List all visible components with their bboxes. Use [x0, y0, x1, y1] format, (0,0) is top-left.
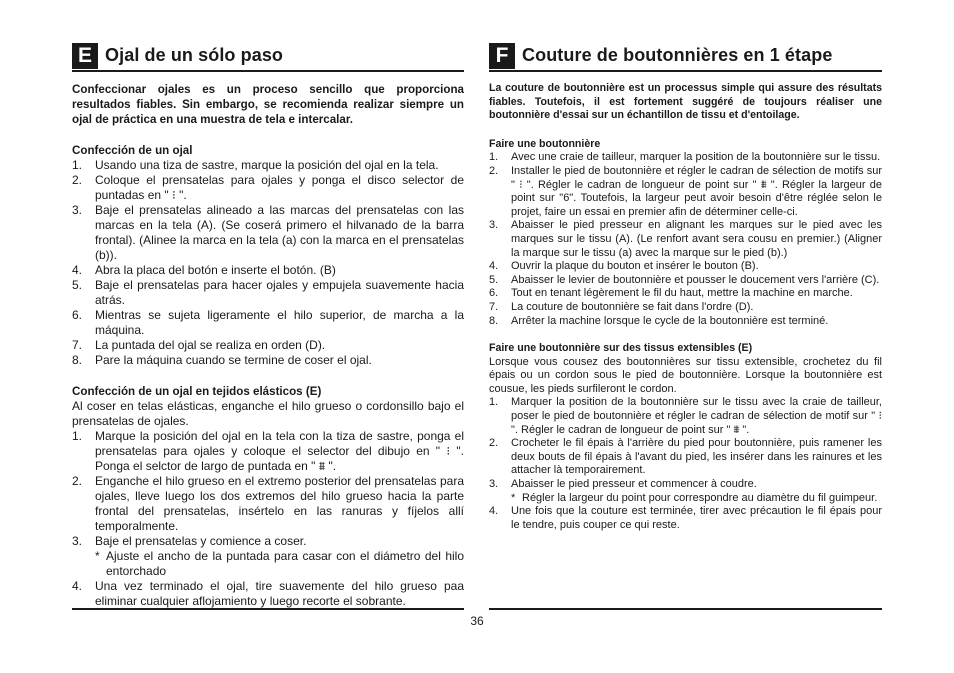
step-number: 1. [489, 396, 499, 409]
step-number: 8. [489, 314, 499, 327]
step-text: Tout en tenant légèrement le fil du haut, mettre la machine en marche. [511, 287, 853, 300]
list-item [72, 338, 464, 353]
step-text: La couture de boutonnière se fait dans l'ordre (D). [511, 300, 754, 313]
step-number: 4. [72, 263, 83, 277]
step-number: 3. [72, 203, 83, 217]
note-text: Ajuste el ancho de la puntada para casar con el diámetro del hilo entorchado [106, 549, 464, 578]
section-letter-f: F [489, 43, 515, 69]
section-f-steps-1 [489, 151, 882, 328]
step-number: 7. [489, 300, 499, 313]
list-item [489, 505, 882, 532]
step-text: Usando una tiza de sastre, marque la posición del ojal en la tela. [95, 158, 439, 172]
step-text: Ouvrir la plaque du bouton et insérer le bouton (B). [511, 260, 759, 273]
step-number: 5. [489, 273, 499, 286]
step-number: 4. [489, 260, 499, 273]
step-note [511, 492, 882, 506]
list-item [489, 301, 882, 315]
list-item [489, 151, 882, 165]
step-number: 4. [72, 579, 83, 593]
bottom-rule-right [489, 608, 882, 610]
section-f-french [489, 42, 882, 532]
step-text: Une fois que la couture est terminée, tirer avec précaution le fil épais pour le tendre, puis couper ce qui reste. [511, 505, 882, 531]
step-text: Pare la máquina cuando se termine de coser el ojal. [95, 353, 372, 367]
step-text: Coloque el prensatelas para ojales y ponga el disco selector de puntadas en " ⁝ ". [95, 173, 464, 202]
list-item [489, 260, 882, 274]
step-number: 1. [489, 151, 499, 164]
step-number: 6. [489, 287, 499, 300]
step-number: 2. [72, 474, 83, 488]
step-text: Abaisser le pied presseur et commencer à coudre. [511, 478, 757, 491]
step-text: Abaisser le levier de boutonnière et pousser le doucement vers l'arrière (C). [511, 273, 880, 286]
list-item [489, 315, 882, 329]
note-asterisk: * [511, 491, 516, 504]
step-number: 1. [72, 158, 83, 172]
list-item [72, 158, 464, 173]
step-text: Abra la placa del botón e inserte el botón. (B) [95, 263, 336, 277]
list-item [72, 173, 464, 203]
step-text: Enganche el hilo grueso en el extremo posterior del prensatelas para ojales, lleve luego los dos extremos del hilo grueso hacia la parte frontal del prensatelas, insértelo en las ranuras y fíjelos allí temporalmente. [95, 474, 464, 533]
section-e-intro-2: Al coser en telas elásticas, enganche el hilo grueso o cordonsillo bajo el prensatelas de ojales. [72, 399, 464, 428]
step-number: 3. [72, 534, 83, 548]
step-note [95, 549, 464, 579]
step-text: Abaisser le pied presseur en alignant les marques sur le pied avec les marques sur le tissu (A). (Le renfort avant sera cousu en premier.) (Aligner la marque sur le tissu (a) avec la marque sur le pied (b).) [511, 219, 882, 259]
section-f-heading-1: Faire une boutonnière [489, 137, 601, 150]
section-e-steps-2 [72, 429, 464, 609]
step-text: Installer le pied de boutonnière et régler le cadran de sélection de motifs sur " ⁝ ". Régler le cadran de longueur de point sur " ⩩ ". Régler la largeur de point sur "6". Toutefois, la largeur peut avoir besoin d'être réglée selon le projet, faire un essai en premier afin de déterminer celle-ci. [511, 164, 882, 218]
section-f-intro: La couture de boutonnière est un processus simple qui assure des résultats fiables. Toutefois, il est fortement suggéré de toujours réaliser une boutonnière d'essai sur un échantillon de tissu et d'entoilage. [489, 82, 882, 122]
page-number: 36 [470, 614, 484, 628]
step-text: Arrêter la machine lorsque le cycle de la boutonnière est terminé. [511, 314, 829, 327]
list-item [72, 263, 464, 278]
step-number: 1. [72, 429, 83, 443]
list-item [72, 203, 464, 263]
step-number: 8. [72, 353, 83, 367]
step-text: Baje el prensatelas alineado a las marcas del prensatelas con las marcas en la tela (A). (Se coserá primero el hilvanado de la barra frontal). (Alinee la marca en la tela (a) con la marca en el prensatelas (b)). [95, 203, 464, 262]
list-item [72, 308, 464, 338]
list-item [489, 219, 882, 260]
section-f-heading-2: Faire une boutonnière sur des tissus extensibles (E) [489, 342, 753, 355]
step-number: 3. [489, 219, 499, 232]
section-letter-e: E [72, 43, 98, 69]
note-asterisk: * [95, 549, 100, 563]
section-f-title: Couture de boutonnières en 1 étape [522, 45, 833, 65]
step-text: Avec une craie de tailleur, marquer la position de la boutonnière sur le tissu. [511, 151, 881, 164]
list-item [72, 579, 464, 609]
step-number: 7. [72, 338, 83, 352]
step-text: Una vez terminado el ojal, tire suavemente del hilo grueso paa eliminar cualquier aflojamiento y luego recorte el sobrante. [95, 579, 464, 608]
list-item [489, 437, 882, 478]
list-item [489, 274, 882, 288]
section-e-intro: Confeccionar ojales es un proceso sencillo que proporciona resultados fiables. Sin embargo, se recomienda realizar siempre un ojal de práctica en una muestra de tela e intercalar. [72, 83, 464, 126]
list-item [72, 474, 464, 534]
list-item [72, 278, 464, 308]
step-number: 3. [489, 478, 499, 491]
bottom-rule-left [72, 608, 464, 610]
step-number: 6. [72, 308, 83, 322]
list-item [72, 534, 464, 579]
section-f-header [489, 42, 882, 72]
section-e-heading-1: Confección de un ojal [72, 144, 193, 157]
section-e-spanish [72, 42, 464, 609]
step-number: 2. [72, 173, 83, 187]
step-number: 4. [489, 505, 499, 518]
step-number: 2. [489, 164, 499, 177]
step-text: Marquer la position de la boutonnière sur le tissu avec la craie de tailleur, poser le pied de boutonnière et régler le cadran de sélection de motif sur " ⁝ ". Régler le cadran de longueur de point sur " ⩩ ". [511, 396, 882, 436]
list-item [489, 396, 882, 437]
step-number: 2. [489, 437, 499, 450]
step-number: 5. [72, 278, 83, 292]
list-item [72, 353, 464, 368]
section-f-intro-2: Lorsque vous cousez des boutonnières sur tissu extensible, crochetez du fil épais ou un cordon sous le pied de boutonnière. Lorsque la boutonnière est cousue, les pieds surfileront le cordon. [489, 355, 882, 395]
step-text: Baje el prensatelas para hacer ojales y empujela suavemente hacia atrás. [95, 278, 464, 307]
section-e-title: Ojal de un sólo paso [105, 45, 284, 65]
section-f-steps-2 [489, 396, 882, 532]
section-e-header [72, 42, 464, 72]
step-text: Baje el prensatelas y comience a coser. [95, 534, 307, 548]
step-text: La puntada del ojal se realiza en orden (D). [95, 338, 326, 352]
list-item [72, 429, 464, 474]
section-e-heading-2: Confección de un ojal en tejidos elásticos (E) [72, 385, 322, 398]
section-e-steps-1 [72, 158, 464, 368]
step-text: Marque la posición del ojal en la tela con la tiza de sastre, ponga el prensatelas para ojales y coloque el selector del dibujo en " ⁝ ". Ponga el selctor de largo de puntada en " ⩩ ". [95, 429, 464, 473]
list-item [489, 165, 882, 219]
step-text: Mientras se sujeta ligeramente el hilo superior, de marcha a la máquina. [95, 308, 464, 337]
note-text: Régler la largeur du point pour correspondre au diamètre du fil guimpeur. [522, 491, 878, 504]
step-text: Crocheter le fil épais à l'arrière du pied pour boutonnière, puis ramener les deux bouts de fil épais à l'avant du pied, les insérer dans les rainures et les attacher là temporairement. [511, 437, 882, 477]
list-item [489, 478, 882, 505]
list-item [489, 287, 882, 301]
